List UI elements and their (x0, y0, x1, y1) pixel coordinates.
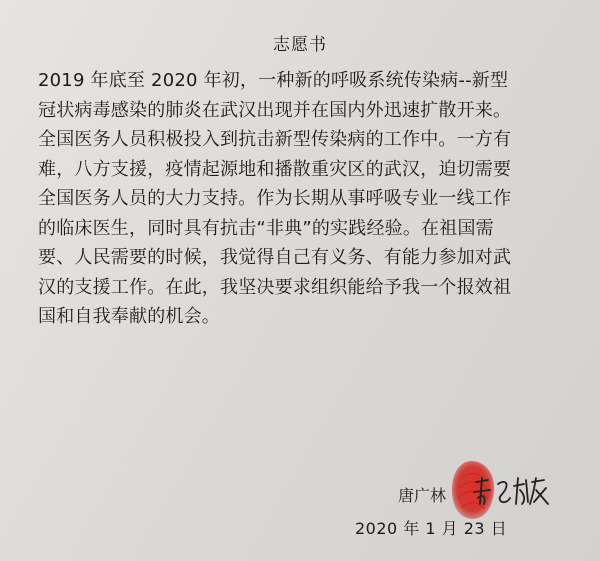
document-title: 志愿书 (273, 35, 327, 55)
body-line: 全国医务人员的大力支持。作为长期从事呼吸专业一线工作 (38, 188, 512, 209)
body-line: 2019 年底至 2020 年初，一种新的呼吸系统传染病--新型 (38, 70, 509, 91)
body-line: 冠状病毒感染的肺炎在武汉出现并在国内外迅速扩散开来。 (38, 99, 512, 121)
body-line: 汉的支援工作。在此，我坚决要求组织能给予我一个报效祖 (38, 276, 512, 298)
body-line: 难，八方支援，疫情起源地和播散重灾区的武汉，迫切需要 (38, 158, 512, 180)
signature-name: 唐广林 (398, 486, 447, 505)
date-line: 2020 年 1 月 23 日 (355, 519, 508, 538)
letter-body (38, 66, 568, 332)
body-line: 要、人民需要的时候，我觉得自己有义务、有能力参加对武 (38, 247, 512, 268)
body-line: 的临床医生，同时具有抗击“非典”的实践经验。在祖国需 (38, 217, 494, 239)
body-line: 全国医务人员积极投入到抗击新型传染病的工作中。一方有 (38, 129, 512, 150)
body-line: 国和自我奉献的机会。 (38, 306, 220, 327)
handwritten-signature (470, 474, 552, 508)
